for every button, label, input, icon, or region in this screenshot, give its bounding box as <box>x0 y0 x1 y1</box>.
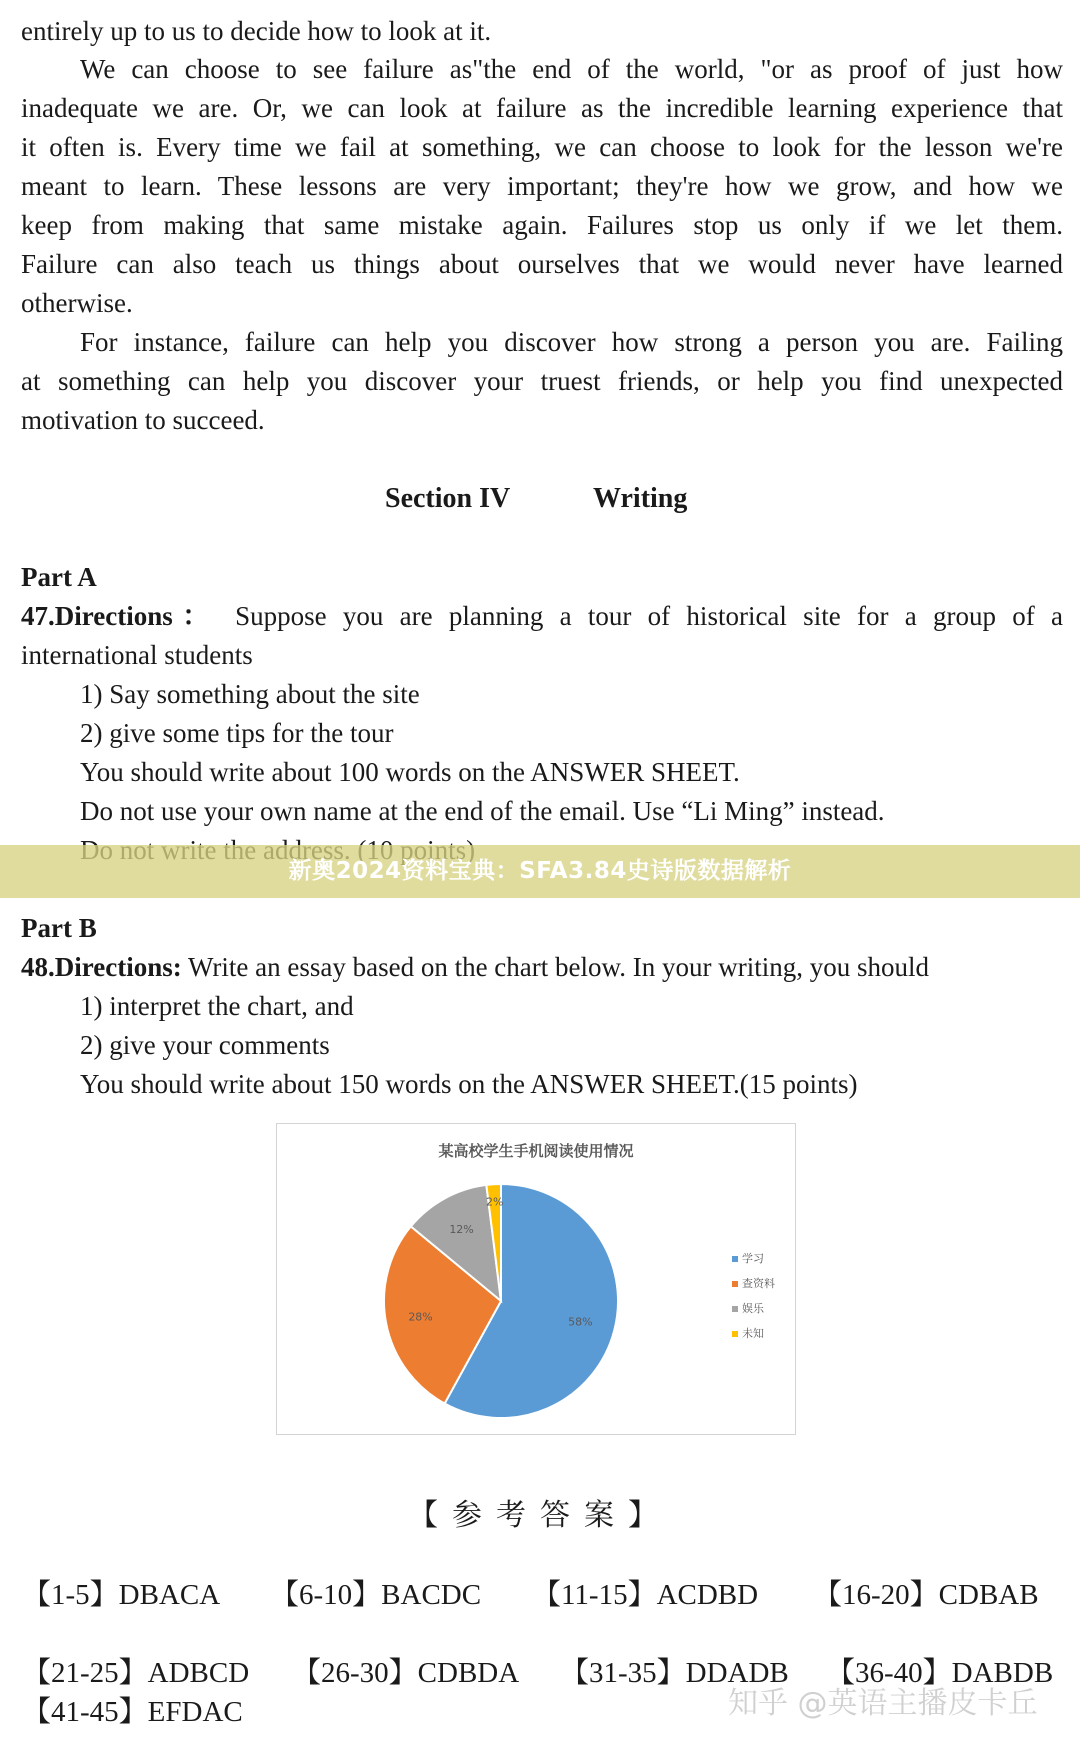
answer-group: 【16-20】CDBAB <box>813 1579 1039 1611</box>
passage-line: it often is. Every time we fail at something, we can choose to look for the lesson we're <box>21 132 1063 162</box>
passage-line: For instance, failure can help you discover how strong a person you are. Failing <box>80 327 1063 357</box>
pie-chart <box>276 1123 796 1435</box>
passage-line: inadequate we are. Or, we can look at failure as the incredible learning experience that <box>21 93 1063 123</box>
answer-group: 【36-40】DABDB <box>826 1657 1054 1689</box>
directions-label: 47.Directions： <box>21 601 219 631</box>
answer-group: 【31-35】DDADB <box>560 1657 789 1689</box>
legend-swatch <box>732 1306 738 1312</box>
pie-data-label: 2% <box>486 1195 504 1209</box>
passage-line: keep from making that same mistake again. Failures stop us only if we let them. <box>21 210 1063 240</box>
answer-group: 【11-15】ACDBD <box>532 1579 759 1611</box>
answer-group: 【1-5】DBACA <box>22 1579 221 1611</box>
passage-line: at something can help you discover your truest friends, or help you find unexpected <box>21 366 1063 396</box>
part-a-label: Part A <box>21 562 97 592</box>
legend-swatch <box>732 1281 738 1287</box>
legend-label: 学习 <box>742 1252 764 1265</box>
legend-label: 娱乐 <box>742 1302 764 1315</box>
passage-line: otherwise. <box>21 288 133 318</box>
part-b-label: Part B <box>21 913 97 943</box>
part-b-directions <box>21 948 929 986</box>
answer-group: 【6-10】BACDC <box>270 1579 482 1611</box>
answer-group: 【41-45】EFDAC <box>22 1696 243 1728</box>
passage-line: We can choose to see failure as"the end of the world, "or as proof of just how <box>80 54 1063 84</box>
section-name: Writing <box>593 483 688 514</box>
answers-title: 【参考答案】 <box>408 1499 672 1532</box>
pie-chart-svg <box>277 1124 795 1434</box>
directions-text: international students <box>21 640 253 670</box>
passage-line: meant to learn. These lessons are very important; they're how we grow, and how we <box>21 171 1063 201</box>
passage-line: Failure can also teach us things about ourselves that we would never have learned <box>21 249 1063 279</box>
pie-data-label: 58% <box>568 1315 593 1329</box>
passage-line: entirely up to us to decide how to look at it. <box>21 16 492 46</box>
directions-item: 2) give some tips for the tour <box>80 718 394 748</box>
directions-item: 1) interpret the chart, and <box>80 991 354 1021</box>
directions-item: 2) give your comments <box>80 1030 330 1060</box>
answer-group: 【21-25】ADBCD <box>22 1657 250 1689</box>
chart-title: 某高校学生手机阅读使用情况 <box>438 1142 634 1160</box>
section-number: Section IV <box>385 483 511 514</box>
passage-line: motivation to succeed. <box>21 405 265 435</box>
pie-data-label: 12% <box>449 1223 474 1237</box>
answer-group: 【26-30】CDBDA <box>292 1657 520 1689</box>
directions-text: Write an essay based on the chart below. In your writing, you should <box>181 952 929 982</box>
directions-text: Suppose you are planning a tour of historical site for a group of a <box>218 601 1063 631</box>
legend-label: 查资料 <box>742 1277 775 1290</box>
overlay-banner-text: 新奥2024资料宝典：SFA3.84史诗版数据解析 <box>288 858 792 884</box>
legend-swatch <box>732 1256 738 1262</box>
directions-label: 48.Directions: <box>21 952 182 982</box>
directions-item: 1) Say something about the site <box>80 679 420 709</box>
directions-item: You should write about 100 words on the ANSWER SHEET. <box>80 757 740 787</box>
directions-item: You should write about 150 words on the ANSWER SHEET.(15 points) <box>80 1069 858 1099</box>
part-a-directions <box>21 597 1063 635</box>
legend-label: 未知 <box>742 1327 764 1340</box>
legend-swatch <box>732 1331 738 1337</box>
pie-data-label: 28% <box>408 1310 433 1324</box>
directions-item: Do not use your own name at the end of the email. Use “Li Ming” instead. <box>80 796 885 826</box>
watermark: 知乎 @英语主播皮卡丘 <box>728 1686 1038 1721</box>
